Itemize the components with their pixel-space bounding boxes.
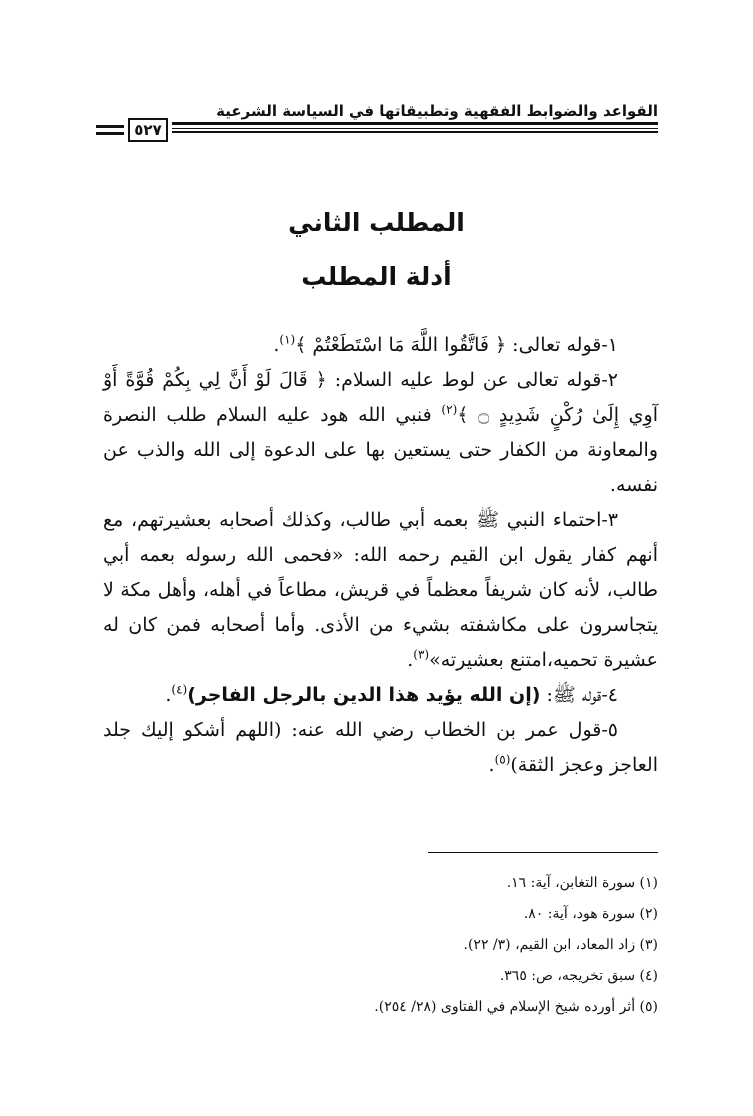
p1-lead: ١-قوله تعالى: — [506, 334, 618, 356]
p3-end: . — [407, 649, 414, 671]
footnote-separator — [428, 852, 658, 853]
p2-lead: ٢-قوله تعالى عن لوط عليه السلام: — [326, 369, 619, 391]
p5-text: ٥-قول عمر بن الخطاب رضي الله عنه: (اللهم أشكو إليك جلد العاجز وعجز الثقة) — [103, 719, 658, 776]
p1-end: . — [273, 334, 280, 356]
quran-verse-1: ﴿ فَاتَّقُوا اللَّهَ مَا اسْتَطَعْتُمْ ﴾ — [295, 334, 507, 356]
footnote-5: (٥) أثر أورده شيخ الإسلام في الفتاوى (٢٨/ ٢٥٤). — [374, 999, 658, 1015]
footnote-4: (٤) سبق تخريجه، ص: ٣٦٥. — [499, 968, 658, 984]
footnote-2: (٢) سورة هود، آية: ٨٠. — [523, 906, 658, 922]
paragraph-3 — [103, 503, 658, 678]
p3-text: ٣-احتماء النبي ﷺ بعمه أبي طالب، وكذلك أصحابه بعشيرتهم، مع أنهم كفار يقول ابن القيم رحمه الله: «فحمى الله رسوله بعمه أبي طالب، لأنه كان شريفاً معظماً في قريش، مطاعاً في أهله، وأهل مكة لا يتجاسرون على مكاشفته بشيء من الأذى. وأما أصحابه فمن كان له عشيرة تحميه،امتنع بعشيرته» — [103, 509, 658, 671]
paragraph-5 — [103, 713, 658, 783]
hadith-text: (إن الله يؤيد هذا الدين بالرجل الفاجر) — [187, 684, 541, 706]
footnote-3: (٣) زاد المعاد، ابن القيم، (٣/ ٢٢). — [463, 937, 658, 953]
section-title: المطلب الثاني — [288, 208, 465, 237]
running-title: القواعد والضوابط الفقهية وتطبيقاتها في السياسة الشرعية — [216, 102, 658, 120]
header-rule-thin — [172, 131, 658, 133]
paragraph-1 — [103, 328, 658, 363]
section-subtitle: أدلة المطلب — [301, 262, 452, 291]
footnote-ref-3: (٣) — [413, 647, 430, 662]
footnote-ref-5: (٥) — [494, 752, 511, 767]
page-number: ٥٢٧ — [128, 118, 168, 142]
footnote-ref-4: (٤) — [171, 682, 188, 697]
p2-rest: فنبي الله هود عليه السلام طلب النصرة والمعاونة من الكفار حتى يستعين بها على الدعوة إلى الله والذب عن نفسه. — [103, 404, 658, 496]
paragraph-2 — [103, 363, 658, 503]
body-text — [103, 328, 658, 783]
paragraph-4 — [103, 678, 658, 713]
header-rule — [172, 122, 658, 129]
footnote-1: (١) سورة التغابن، آية: ١٦. — [506, 875, 658, 891]
footnote-ref-2: (٢) — [441, 402, 458, 417]
footnotes — [238, 868, 658, 1023]
footnote-ref-1: (١) — [279, 332, 296, 347]
p4-end: . — [165, 684, 172, 706]
quran-verse-2: ﴿ قَالَ لَوْ أَنَّ لِي بِكُمْ قُوَّةً أَوْ آوِي إِلَىٰ رُكْنٍ شَدِيدٍ ۝ ﴾ — [103, 369, 658, 426]
header-rule-left-bottom — [96, 132, 124, 135]
header-rule-left-top — [96, 125, 124, 128]
p5-end: . — [488, 754, 495, 776]
p4-lead: ٤-قوله ﷺ: — [540, 684, 618, 706]
